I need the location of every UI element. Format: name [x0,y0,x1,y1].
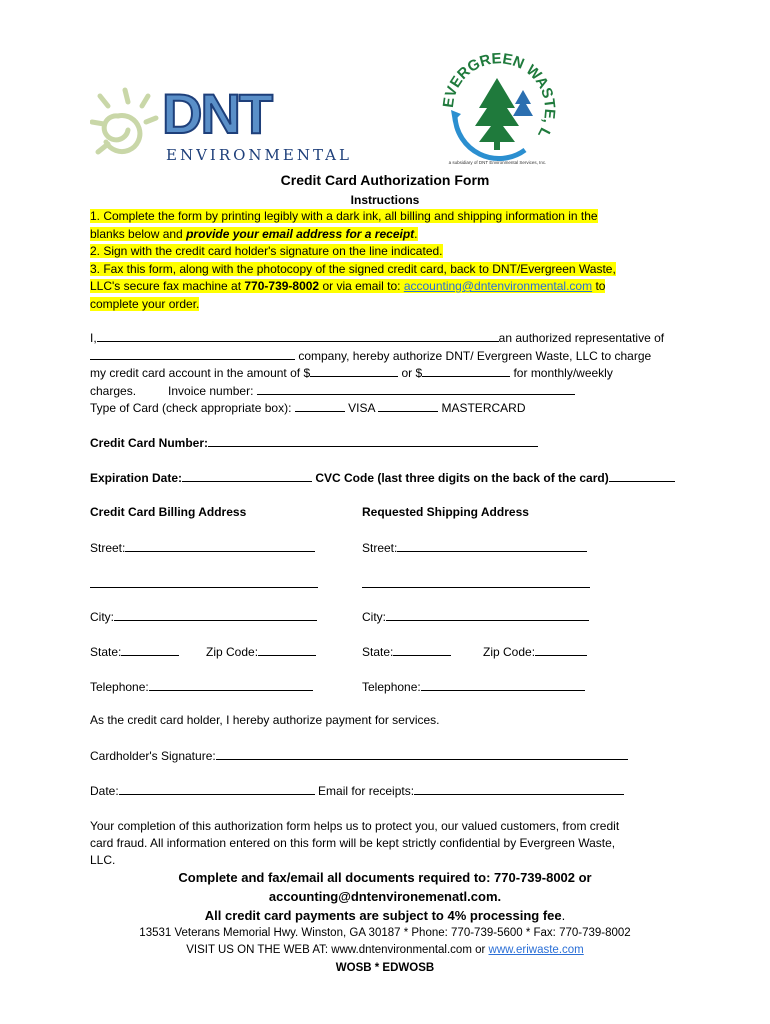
signature-label: Cardholder's Signature: [90,749,216,763]
closing-line-3: LLC. [90,853,116,867]
billing-zip-label: Zip Code: [206,645,259,659]
billing-city-label: City: [90,610,114,624]
email-receipts-field[interactable] [414,783,624,795]
representative-name-field[interactable] [97,330,499,342]
auth-charges-text: charges. [90,383,137,398]
shipping-telephone-row [362,679,585,694]
billing-telephone-label: Telephone: [90,680,149,694]
billing-street-row [90,540,315,555]
auth-company-text: company, hereby authorize DNT/ Evergreen Waste, LLC to charge [295,348,652,363]
form-title: Credit Card Authorization Form [280,172,490,188]
card-number-field[interactable] [208,435,538,447]
date-label: Date: [90,784,119,798]
authorization-paragraph [90,330,690,418]
billing-city-field[interactable] [114,609,317,621]
billing-zip-field[interactable] [258,644,316,656]
billing-telephone-row [90,679,313,694]
shipping-street-row [362,540,587,555]
footer-address: 13531 Veterans Memorial Hwy. Winston, GA 30187 * Phone: 770-739-5600 * Fax: 770-739-8002 [139,927,631,939]
cvc-label: CVC Code (last three digits on the back of the card) [312,471,609,485]
billing-state-label: State: [90,645,122,659]
processing-fee-period: . [561,908,566,923]
evergreen-tree-icon [435,38,560,163]
invoice-number-label: Invoice number: [168,383,254,398]
billing-city-row [90,609,317,624]
mastercard-checkbox[interactable] [378,400,438,412]
signature-row [90,748,628,763]
footer-web-text: VISIT US ON THE WEB AT: www.dntenvironmental.com or [186,944,489,956]
billing-street-field[interactable] [125,540,315,552]
billing-street-field-2[interactable] [90,576,318,588]
instruction-3d: or via email to: [319,279,404,293]
fax-number: 770-739-8002 [244,279,320,293]
instruction-1d: . [414,226,418,241]
authorize-statement: As the credit card holder, I hereby authorize payment for services. [90,713,440,727]
shipping-telephone-field[interactable] [421,679,585,691]
eriwaste-link[interactable]: www.eriwaste.com [488,944,584,956]
company-name-field[interactable] [90,348,295,360]
shipping-city-row [362,609,589,624]
auth-or-text: or $ [398,366,423,380]
footer-certification: WOSB * EDWOSB [335,962,435,974]
card-number-label: Credit Card Number: [90,436,209,450]
auth-amount-text: my credit card account in the amount of $ [90,366,311,380]
amount-field-2[interactable] [422,365,510,377]
shipping-telephone-label: Telephone: [362,680,421,694]
billing-heading: Credit Card Billing Address [90,505,247,519]
dnt-logo [90,82,352,172]
visa-label: VISA [344,401,379,415]
instructions-heading: Instructions [350,193,420,207]
date-field[interactable] [119,783,315,795]
instructions-block [90,208,690,313]
signature-field[interactable] [216,748,628,760]
billing-street-label: Street: [90,541,126,555]
footer-instruction-1: Complete and fax/email all documents required to: 770-739-8002 or [178,870,592,885]
closing-line-1: Your completion of this authorization form helps us to protect you, our valued customers, from credit [90,819,620,833]
expiration-label: Expiration Date: [90,471,183,485]
evergreen-logo [435,38,560,173]
accounting-email-link[interactable]: accounting@dntenvironmental.com [403,279,593,293]
billing-state-field[interactable] [121,644,179,656]
processing-fee-text: All credit card payments are subject to 4% processing fee [204,908,562,923]
auth-representative-text: an authorized representative of [498,331,665,345]
email-receipts-label: Email for receipts: [314,784,415,798]
shipping-zip-field[interactable] [535,644,587,656]
invoice-number-field[interactable] [257,383,575,395]
instruction-1a: 1. Complete the form by printing legibly with a dark ink, all billing and shipping information in the [90,209,598,223]
svg-text:EVERGREEN WASTE, LLC.: EVERGREEN WASTE, L [439,50,559,141]
billing-zip-row [206,644,316,659]
shipping-state-field[interactable] [393,644,451,656]
expiration-field[interactable] [182,470,312,482]
instruction-3b: LLC's secure fax machine at [90,279,245,293]
shipping-street-field-2[interactable] [362,576,590,588]
card-number-row [90,435,538,450]
footer-instruction-2: accounting@dntenvironemenatl.com. [268,889,502,904]
visa-checkbox[interactable] [295,400,345,412]
instruction-3a: 3. Fax this form, along with the photocopy of the signed credit card, back to DNT/Evergreen Waste, [90,261,616,276]
shipping-zip-row [483,644,587,659]
auth-i-label: I, [90,331,97,345]
shipping-zip-label: Zip Code: [483,645,536,659]
expiration-row [90,470,675,485]
shipping-street-label: Street: [362,541,398,555]
shipping-city-label: City: [362,610,386,624]
card-type-label: Type of Card (check appropriate box): [90,401,292,415]
cvc-field[interactable] [609,470,675,482]
closing-paragraph [90,818,700,869]
date-email-row [90,783,624,798]
processing-fee-notice [0,908,770,923]
instruction-2: 2. Sign with the credit card holder's signature on the line indicated. [90,244,443,258]
instruction-3f: to [592,279,606,293]
mastercard-label: MASTERCARD [438,401,526,415]
instruction-1b: blanks below and [90,226,187,241]
shipping-city-field[interactable] [386,609,589,621]
instruction-3g: complete your order. [90,296,200,311]
shipping-street-field[interactable] [397,540,587,552]
footer-web [0,944,770,956]
dnt-logo-sub: ENVIRONMENTAL [166,146,352,164]
auth-frequency-text: for monthly/weekly [510,366,613,380]
shipping-heading: Requested Shipping Address [362,505,529,519]
dnt-logo-main: DNT [162,82,272,145]
amount-field-1[interactable] [310,365,398,377]
billing-telephone-field[interactable] [149,679,313,691]
instruction-1-email-note: provide your email address for a receipt [186,226,415,241]
shipping-state-label: State: [362,645,394,659]
evergreen-caption: a subsidiary of DNT Environmental Services, Inc. [448,160,547,165]
closing-line-2: card fraud. All information entered on this form will be kept strictly confidential by Evergreen Waste, [90,836,616,850]
billing-state-row [90,644,179,659]
shipping-state-row [362,644,451,659]
